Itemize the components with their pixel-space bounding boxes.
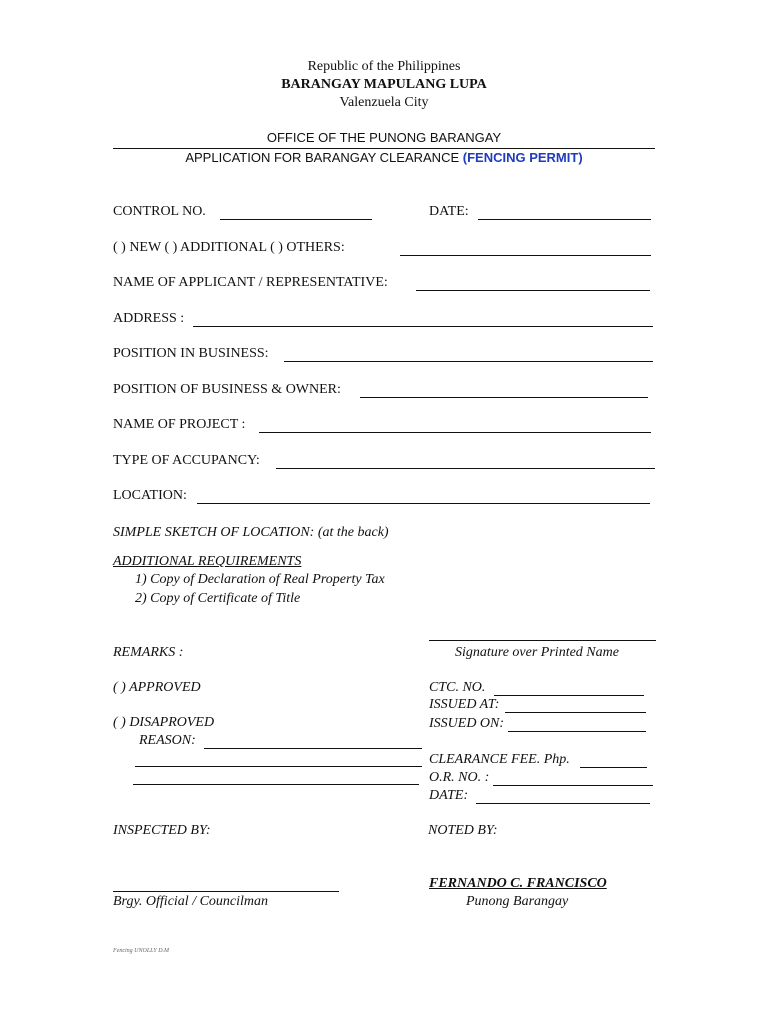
issued-at-field[interactable] <box>505 712 646 713</box>
position-owner-field[interactable] <box>360 397 648 398</box>
issued-at-label: ISSUED AT: <box>429 697 500 712</box>
republic-line: Republic of the Philippines <box>307 59 461 74</box>
barangay-name: BARANGAY MAPULANG LUPA <box>281 77 487 92</box>
location-field[interactable] <box>197 503 650 504</box>
signature-line[interactable] <box>429 640 656 641</box>
clearance-fee-field[interactable] <box>580 767 647 768</box>
address-label: ADDRESS : <box>113 311 185 326</box>
project-field[interactable] <box>259 432 651 433</box>
official-title: Brgy. Official / Councilman <box>113 894 269 909</box>
signature-label: Signature over Printed Name <box>455 645 619 660</box>
permit-type: (FENCING PERMIT) <box>462 150 583 165</box>
others-field[interactable] <box>400 255 651 256</box>
project-label: NAME OF PROJECT : <box>113 417 246 432</box>
requirement-item-2: 2) Copy of Certificate of Title <box>135 591 301 606</box>
reason-line-2[interactable] <box>135 766 422 767</box>
ctc-no-field[interactable] <box>494 695 644 696</box>
application-title <box>0 150 768 165</box>
occupancy-field[interactable] <box>276 468 655 469</box>
applicant-field[interactable] <box>416 290 650 291</box>
ctc-no-label: CTC. NO. <box>429 680 486 695</box>
position-in-business-label: POSITION IN BUSINESS: <box>113 346 269 361</box>
ctc-date-field[interactable] <box>476 803 650 804</box>
control-no-label: CONTROL NO. <box>113 204 206 219</box>
header-divider <box>113 148 655 149</box>
position-owner-label: POSITION OF BUSINESS & OWNER: <box>113 382 341 397</box>
occupancy-label: TYPE OF ACCUPANCY: <box>113 453 260 468</box>
inspected-by-label: INSPECTED BY: <box>113 823 211 838</box>
official-signature-line[interactable] <box>113 891 339 892</box>
reason-field[interactable] <box>204 748 422 749</box>
office-title: OFFICE OF THE PUNONG BARANGAY <box>266 130 502 145</box>
disapproved-option[interactable]: ( ) DISAPROVED <box>113 715 215 730</box>
issued-on-label: ISSUED ON: <box>429 716 505 731</box>
reason-line-3[interactable] <box>133 784 419 785</box>
control-no-field[interactable] <box>220 219 372 220</box>
position-in-business-field[interactable] <box>284 361 653 362</box>
approved-option[interactable]: ( ) APPROVED <box>113 680 201 695</box>
location-label: LOCATION: <box>113 488 187 503</box>
noted-by-label: NOTED BY: <box>428 823 498 838</box>
reason-label: REASON: <box>139 733 196 748</box>
date-field[interactable] <box>478 219 651 220</box>
sketch-note: SIMPLE SKETCH OF LOCATION: (at the back) <box>113 525 389 540</box>
or-no-label: O.R. NO. : <box>429 770 490 785</box>
captain-name: FERNANDO C. FRANCISCO <box>429 876 607 891</box>
ctc-date-label: DATE: <box>429 788 469 803</box>
applicant-label: NAME OF APPLICANT / REPRESENTATIVE: <box>113 275 388 290</box>
city-name: Valenzuela City <box>339 95 429 110</box>
application-text: APPLICATION FOR BARANGAY CLEARANCE <box>185 150 460 165</box>
issued-on-field[interactable] <box>508 731 646 732</box>
address-field[interactable] <box>193 326 653 327</box>
footer-code: Fencing UNOLLY D.M <box>113 948 170 954</box>
date-label: DATE: <box>429 204 469 219</box>
requirement-item-1: 1) Copy of Declaration of Real Property Tax <box>135 572 385 587</box>
requirements-title: ADDITIONAL REQUIREMENTS <box>113 554 302 569</box>
captain-title: Punong Barangay <box>466 894 569 909</box>
remarks-label: REMARKS : <box>113 645 184 660</box>
application-type-options[interactable]: ( ) NEW ( ) ADDITIONAL ( ) OTHERS: <box>113 240 345 255</box>
clearance-fee-label: CLEARANCE FEE. Php. <box>429 752 570 767</box>
or-no-field[interactable] <box>493 785 653 786</box>
